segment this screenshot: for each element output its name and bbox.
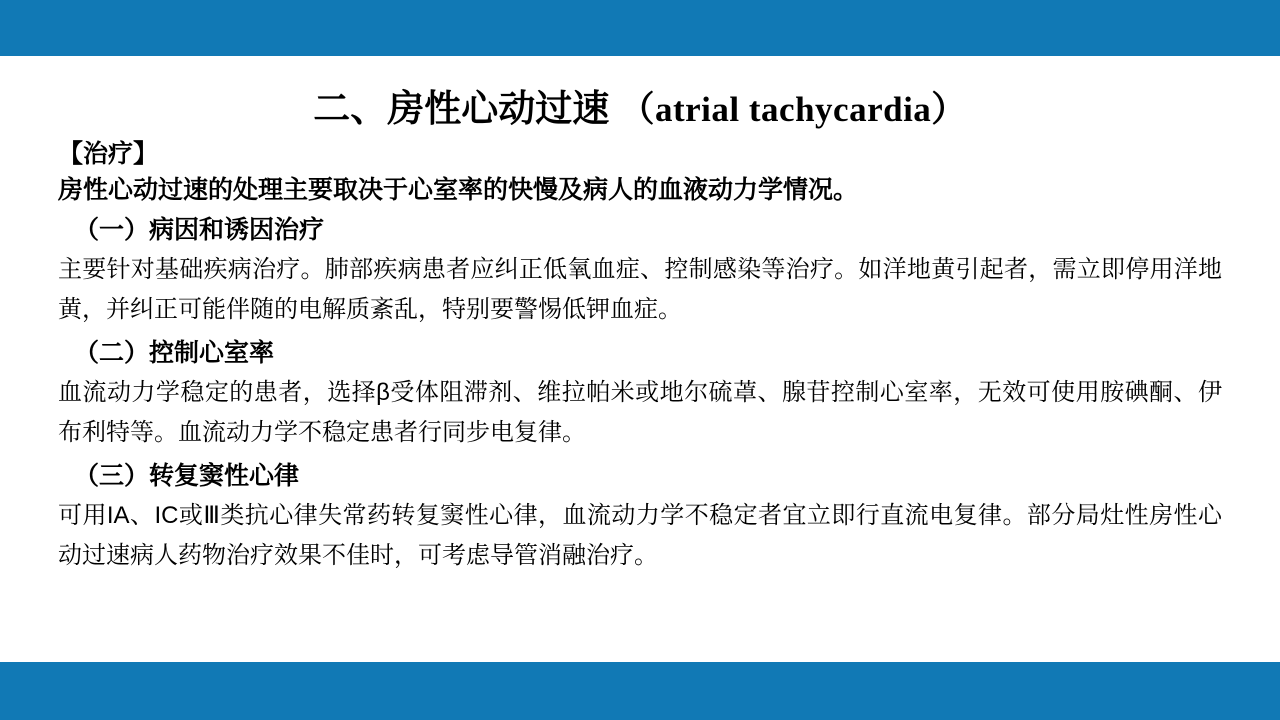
subsection-heading-3: （三）转复窦性心律	[74, 462, 300, 491]
bottom-decorative-band	[0, 662, 1280, 720]
subsection-text-3: 可用IA、IC或Ⅲ类抗心律失常药转复窦性心律，血流动力学不稳定者宜立即行直流电复律。部分局灶性房性心动过速病人药物治疗效果不佳时，可考虑导管消融治疗。	[58, 501, 1222, 570]
top-decorative-band	[0, 0, 1280, 56]
section-label-treatment: 【治疗】	[58, 140, 159, 168]
subsection-text-1: 主要针对基础疾病治疗。肺部疾病患者应纠正低氧血症、控制感染等治疗。如洋地黄引起者，需立即停用洋地黄，并纠正可能伴随的电解质紊乱，特别要警惕低钾血症。	[58, 255, 1222, 323]
lead-paragraph: 房性心动过速的处理主要取决于心室率的快慢及病人的血液动力学情况。	[58, 175, 859, 204]
page-title-latin: （atrial tachycardia）	[619, 90, 967, 129]
slide-body	[0, 132, 1280, 576]
slide-content	[0, 60, 1280, 660]
page-title	[0, 78, 1280, 132]
subsection-text-2: 血流动力学稳定的患者，选择β受体阻滞剂、维拉帕米或地尔硫䓬、腺苷控制心室率，无效可使用胺碘酮、伊布利特等。血流动力学不稳定患者行同步电复律。	[58, 378, 1222, 446]
subsection-heading-2: （二）控制心室率	[74, 339, 275, 368]
page-title-chinese: 二、房性心动过速	[313, 88, 610, 129]
subsection-heading-1: （一）病因和诱因治疗	[74, 216, 325, 244]
